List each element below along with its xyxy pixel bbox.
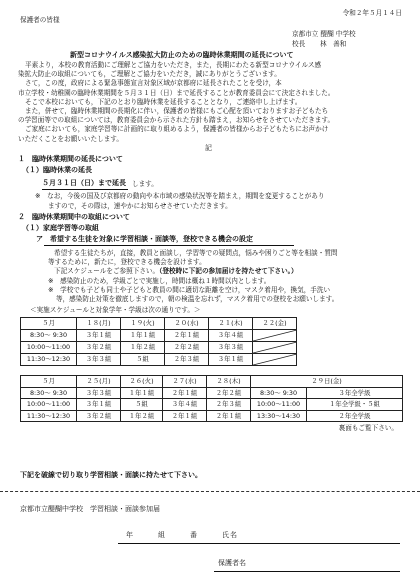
section2-body: [48, 249, 338, 304]
intro-line: の学習面等での取組については，教育委員会から示された方針も踏まえ，お知らせをさせていただきます。: [18, 116, 335, 125]
table-cell: ２２(金): [253, 318, 297, 330]
table-cell: ２０(水): [165, 318, 209, 330]
extension-date-underline: [42, 189, 128, 190]
date: 令和２年５月１４日: [342, 9, 402, 17]
table-cell: ２年２組: [165, 341, 209, 353]
principal-title: 校長: [292, 40, 306, 48]
table-cell: ２年１組: [165, 329, 209, 341]
table-row: [21, 353, 297, 365]
table-cell: ２６(火): [121, 376, 163, 388]
intro-line: いただくことをお願いいたします。: [18, 134, 123, 143]
table-row: [21, 410, 403, 422]
table-cell: ２１(木): [209, 318, 253, 330]
student-info-underline[interactable]: [118, 543, 400, 544]
table-cell: ２年１組: [163, 410, 207, 422]
schedule-caption: ＜実施スケジュールと対象学年・学級は次の通りです。＞: [30, 306, 201, 314]
empty-cell: [253, 329, 297, 341]
section1-subheading: （１）臨時休業の延長: [22, 166, 92, 174]
back-page-note: 裏面もご覧下さい。: [338, 424, 398, 432]
table-cell: １年１組: [121, 329, 165, 341]
intro-line: 平素より，本校の教育活動にご理解とご協力をいただき，また，長期にわたる新型コロナウイルス感: [25, 61, 322, 69]
section2-heading: ２ 臨時休業期間中の取組について: [18, 213, 130, 221]
intro-line: そこで本校においても，下記のとおり臨時休業を延長することとなり，ご連絡申し上げます。: [25, 97, 302, 106]
table-cell: １年１組: [121, 387, 163, 399]
table-row: [21, 399, 403, 411]
schedule-table-week1: [20, 317, 297, 366]
intro-line: 染拡大防止の取組についても，ご理解とご協力をいただき，誠にありがとうございます。: [18, 70, 281, 79]
intro-line: ご家庭においても，家庭学習等に計画的に取り組めるよう，保護者の皆様からお子どもたちにお声かけ: [25, 125, 329, 134]
table-cell: ２９日(金): [251, 376, 403, 388]
body-line: ※ 学校でも子ども同士や子どもと教員の間に適切な距離を空け，マスク着用や，換気，手洗い: [48, 285, 331, 294]
table-cell: 11:30～12:30: [21, 353, 77, 365]
cut-line[interactable]: [0, 491, 420, 492]
table-cell: ２年３組: [165, 353, 209, 365]
body-line: ※ 感染防止のため，学級ごとで実施し，時間は概ね１時間以内とします。: [48, 276, 271, 285]
principal-name: 林 善和: [320, 40, 347, 48]
table-cell: ３年１組: [77, 399, 121, 411]
table-cell: 8:30～ 9:30: [21, 329, 77, 341]
schedule-note: （登校時に下記の参加届けを持たせて下さい。）: [159, 267, 298, 276]
table-cell: ２年３組: [207, 399, 251, 411]
table-cell: １年２組: [121, 341, 165, 353]
table-cell: ２年１組: [163, 387, 207, 399]
table-cell: ３年１組: [77, 329, 121, 341]
body-line: 等，感染防止対策を徹底しますので，朝の検温を忘れず，マスク着用での登校をお願いします。: [56, 295, 339, 304]
body-line: 下記スケジュールをご参照下さい。（登校時に下記の参加届けを持たせて下さい。）: [54, 267, 298, 276]
table-cell: ３年４組: [209, 329, 253, 341]
table-cell: １年全学級・５組: [307, 399, 403, 411]
table-cell: ５組: [121, 353, 165, 365]
table-cell: ２年１組: [207, 410, 251, 422]
table-cell: １年２組: [121, 410, 163, 422]
document-title: 新型コロナウイルス感染拡大防止のための臨時休業期間の延長について: [70, 51, 294, 59]
table-cell: 8:30～ 9:30: [21, 387, 77, 399]
section2-item-underline: [44, 245, 294, 246]
table-cell: ３年４組: [163, 399, 207, 411]
table-cell: ３年１組: [209, 353, 253, 365]
ki-marker: 記: [205, 144, 212, 152]
table-cell: ５月: [21, 376, 77, 388]
addressee: 保護者の皆様: [20, 16, 60, 24]
guardian-name-underline[interactable]: [214, 571, 400, 572]
table-cell: 11:30～12:30: [21, 410, 77, 422]
table-cell: 13:30～14:30: [251, 410, 307, 422]
intro-paragraph: [18, 61, 335, 144]
student-info-line: 年 組 番 氏名: [126, 531, 238, 539]
table-cell: ２５(月): [77, 376, 121, 388]
table-cell: ３年３組: [77, 353, 121, 365]
intro-line: 市立学校・幼稚園の臨時休業期間を５月３１日（日）まで延長することが教育委員会にて決定されました。: [18, 88, 335, 97]
section1-note: ※ なお，今後の国及び京都府の動向や本市域の感染状況等を踏まえ，期間を変更することがあり: [35, 192, 325, 200]
cut-instruction: 下記を破線で切り取り学習相談・面談に持たせて下さい。: [20, 471, 202, 479]
section1-heading: １ 臨時休業期間の延長について: [18, 155, 123, 163]
table-row: [21, 341, 297, 353]
table-cell: 10:00～11:00: [21, 341, 77, 353]
schedule-table-week2: [20, 375, 403, 422]
table-cell: １９(火): [121, 318, 165, 330]
table-cell: ２年２組: [207, 387, 251, 399]
table-cell: ３年３組: [209, 341, 253, 353]
intro-line: また，併せて，臨時休業期間の長期化に伴い，保護者の皆様にもご心配を頂いておりますお子どもたち: [25, 107, 329, 116]
table-row: [21, 329, 297, 341]
table-cell: ３年３組: [77, 387, 121, 399]
section2-subheading: （１）家庭学習等の取組: [22, 224, 99, 232]
table-cell: ２７(水): [163, 376, 207, 388]
table-cell: 10:00～11:00: [21, 399, 77, 411]
table-cell: ３年全学級: [307, 387, 403, 399]
extension-date: ５月３１日（日）まで延長: [42, 179, 126, 187]
table-header-row: [21, 376, 403, 388]
table-cell: ２８(木): [207, 376, 251, 388]
body-line: 希望する生徒たちが，直接，教員と面談し，学習等での疑問点，悩みや困りごと等を相談・質問: [54, 249, 338, 257]
section1-note-cont: ますので，その際は，速やかにお知らせさせていただきます。: [48, 202, 232, 210]
table-cell: ３年２組: [77, 341, 121, 353]
table-cell: ３年２組: [77, 410, 121, 422]
empty-cell: [253, 353, 297, 365]
table-row: [21, 387, 403, 399]
table-cell: 10:00～11:00: [251, 399, 307, 411]
table-cell: ２年全学級: [307, 410, 403, 422]
table-cell: ５組: [121, 399, 163, 411]
table-cell: 8:30～ 9:30: [251, 387, 307, 399]
table-cell: ５月: [21, 318, 77, 330]
table-header-row: [21, 318, 297, 330]
intro-line: さて，この度，政府による緊急事態宣言対象区域が京都府に延長されたことを受け，本: [25, 79, 282, 88]
empty-cell: [253, 341, 297, 353]
form-title: 京都市立醍醐中学校 学習相談・面談参加届: [20, 505, 160, 513]
school-name: 京都市立 醍醐 中学校: [292, 30, 356, 38]
body-line: 等するために，新たに，登校できる機会を設けます。: [48, 258, 206, 267]
section2-item-title: ア 希望する生徒を対象に学習相談・面談等，登校できる機会の設定: [36, 235, 253, 243]
guardian-name-label: 保護者名: [218, 559, 246, 567]
extension-suffix: します。: [132, 180, 158, 188]
table-cell: １８(月): [77, 318, 121, 330]
